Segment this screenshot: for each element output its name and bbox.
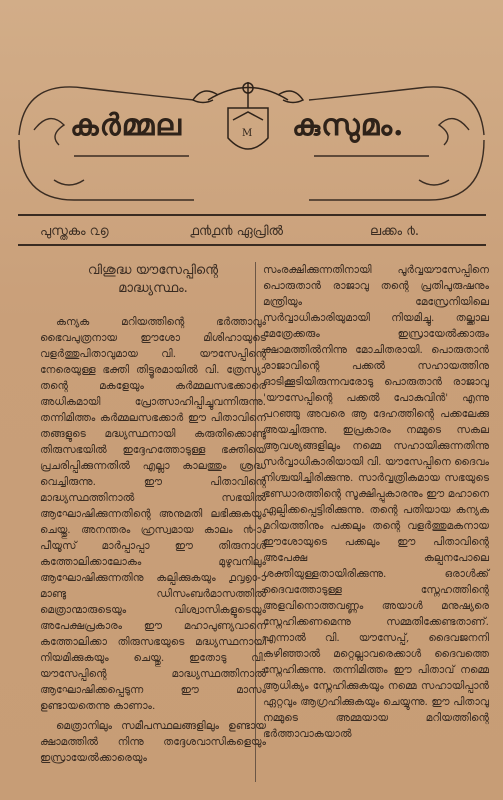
masthead-title-left: കർമ്മല bbox=[70, 108, 183, 143]
issue-volume: പുസ്തകം ൨൭ bbox=[40, 224, 109, 239]
issue-info bbox=[0, 222, 503, 244]
article-title-line2: മാദ്ധ്യസ്ഥം. bbox=[118, 281, 188, 296]
article-title-line1: വിശുദ്ധ യൗസേപ്പിന്റെ bbox=[87, 263, 219, 278]
right-paragraph-1: സംരക്ഷിക്കുന്നതിനായി പൂർവ്വയൗസേപ്പിനെ പൊരുതാൻ രാജാവു തന്റെ പ്രതിപുരുഷനും മന്ത്രിയും മേസ്രേനിയിലെ സർവ്വാധികാരിയുമായി നിയമിച്ചു. തല്ക്കാല മേത്രേക്കരും ഇസ്രായേൽക്കാരും ക്ഷാമത്തിൽനിന്നു മോചിതരായി. പൊരുതാൻ രാജാവിന്റെ പക്കൽ സഹായത്തിനു ഓടിക്കൂടിയിരുന്നവരോടു പൊരുതാൻ രാജാവു 'യൗസേപ്പിന്റെ പക്കൽ പോകുവിൻ' എന്നു പറഞ്ഞു അവരെ ആ ദേഹത്തിന്റെ പക്കലേക്കു അയച്ചിരുന്നു. ഇപ്രകാരം നമ്മുടെ സകല ആവശ്യങ്ങളിലും നമ്മെ സഹായിക്കുന്നതിന്നു സർവ്വാധികാരിയായി വി. യൗസേപ്പിനെ ദൈവം നിശ്ചയിച്ചിരിക്കുന്നു. സാർവ്വത്രികമായ സഭയുടെ ഭണ്ഡാരത്തിന്റെ സൂക്ഷിപ്പുകാരനും ഈ മഹാനെ ഏല്പിക്കപ്പെട്ടിരിക്കുന്നു. തന്റെ പതിയായ കന്യക മറിയത്തിനും പക്കലും തന്റെ വളർത്തുമകനായ ഈശോയുടെ പക്കലും ഈ പിതാവിന്റെ അപേക്ഷ കല്പനപോലെ ശക്തിയുള്ളതായിരിക്കുന്നു. ഒരാൾക്ക് ദൈവത്തോടുള്ള സ്നേഹത്തിന്റെ അളവിനൊത്തവണ്ണം അയാൾ മനുഷ്യരെ സ്നേഹിക്കണമെന്നു സമ്മതിക്കേണ്ടതാണ്. എന്നാൽ വി. യൗസേപ്പ്, ദൈവജനനി കഴിഞ്ഞാൽ മറ്റെല്ലാവരെക്കാൾ ദൈവത്തെ സ്നേഹിക്കുന്നു. തന്നിമിത്തം ഈ പിതാവ് നമ്മെ ആധിക്യം സ്നേഹിക്കുകയും നമ്മെ സഹായിപ്പാൻ ഏറ്റവും ആഗ്രഹിക്കുകയും ചെയ്യുന്നു. ഈ പിതാവു നമ്മുടെ അമ്മയായ മറിയത്തിന്റെ ഭർത്താവാകയാൽ bbox=[263, 264, 489, 740]
masthead-title-right: കുസുമം. bbox=[292, 108, 405, 143]
issue-month: ൧൯൧൯ ഏപ്രിൽ bbox=[190, 224, 284, 239]
svg-text:M: M bbox=[242, 128, 253, 139]
left-paragraph-1: കന്യക മറിയത്തിന്റെ ഭർത്താവും ഭൈവപുത്രനായ ഈശോ മിശിഹായുടെ വളർത്തുപിതാവുമായ വി. യൗസേപ്പിന്റെ നേരെയുള്ള ഭക്തി തിട്ടൂരമായിൽ വി. ത്രേസ്യാ തന്റെ മകളേയും കർമ്മലസഭക്കാരെ അധികമായി പ്രോത്സാഹിപ്പിച്ചുവന്നിരുന്നു. തന്നിമിത്തം കർമ്മലസഭക്കാർ ഈ പിതാവിനെ തങ്ങളുടെ മദ്ധ്യസ്ഥനായി കരുതിക്കൊണ്ടു തിരുസഭയിൽ ഇദ്ദേഹത്തോടുള്ള ഭക്തിയെ പ്രചരിപ്പിക്കുന്നതിൽ എല്ലാ കാലത്തും ശ്രദ്ധ വെച്ചിരുന്നു. ഈ പിതാവിന്റെ മാദ്ധ്യസ്ഥത്തിനാൽ സഭയിൽ ആഘോഷിക്കുന്നതിന്റെ അനുമതി ലഭിക്കുകയും ചെയ്തു. അനന്തരം ഹ്രസ്വമായ കാലം ൯-ാം പീയൂസ് മാർപ്പാപ്പാ ഈ തിരുനാൾ കത്തോലിക്കാലോകം മുഴുവനിലും ആഘോഷിക്കുന്നതിനു കല്പിക്കുകയും ൧൮൭൦-ാമാണ്ടു ഡിസംബർമാസത്തിൽ മെത്രാന്മാരുടെയും വിശ്വാസികളുടെയും അപേക്ഷപ്രകാരം ഈ മഹാപുണ്യവാനെ കത്തോലിക്കാ തിരുസഭയുടെ മദ്ധ്യസ്ഥനായി നിയമിക്കുകയും ചെയ്തു. ഇതോടു വി. യൗസേപ്പിന്റെ മാദ്ധ്യസ്ഥത്തിനാൽ ആഘോഷിക്കപ്പെടുന്ന ഈ മാസം ഉണ്ടായതെന്നു കാണാം. bbox=[40, 316, 266, 712]
issue-number: ലക്കം ൪. bbox=[370, 224, 420, 239]
left-paragraph-2: മെത്രാനിലും സമീപസ്ഥലങ്ങളിലും ഉണ്ടായ ക്ഷാമത്തിൽ നിന്നു തദ്ദേശവാസികളെയും ഇസ്രായേൽക്കാരെയും bbox=[40, 720, 266, 764]
left-column bbox=[40, 262, 266, 770]
right-column bbox=[263, 262, 489, 746]
masthead-rule-top bbox=[18, 214, 486, 216]
article-title bbox=[40, 262, 266, 298]
masthead-rule-bottom bbox=[18, 244, 486, 246]
